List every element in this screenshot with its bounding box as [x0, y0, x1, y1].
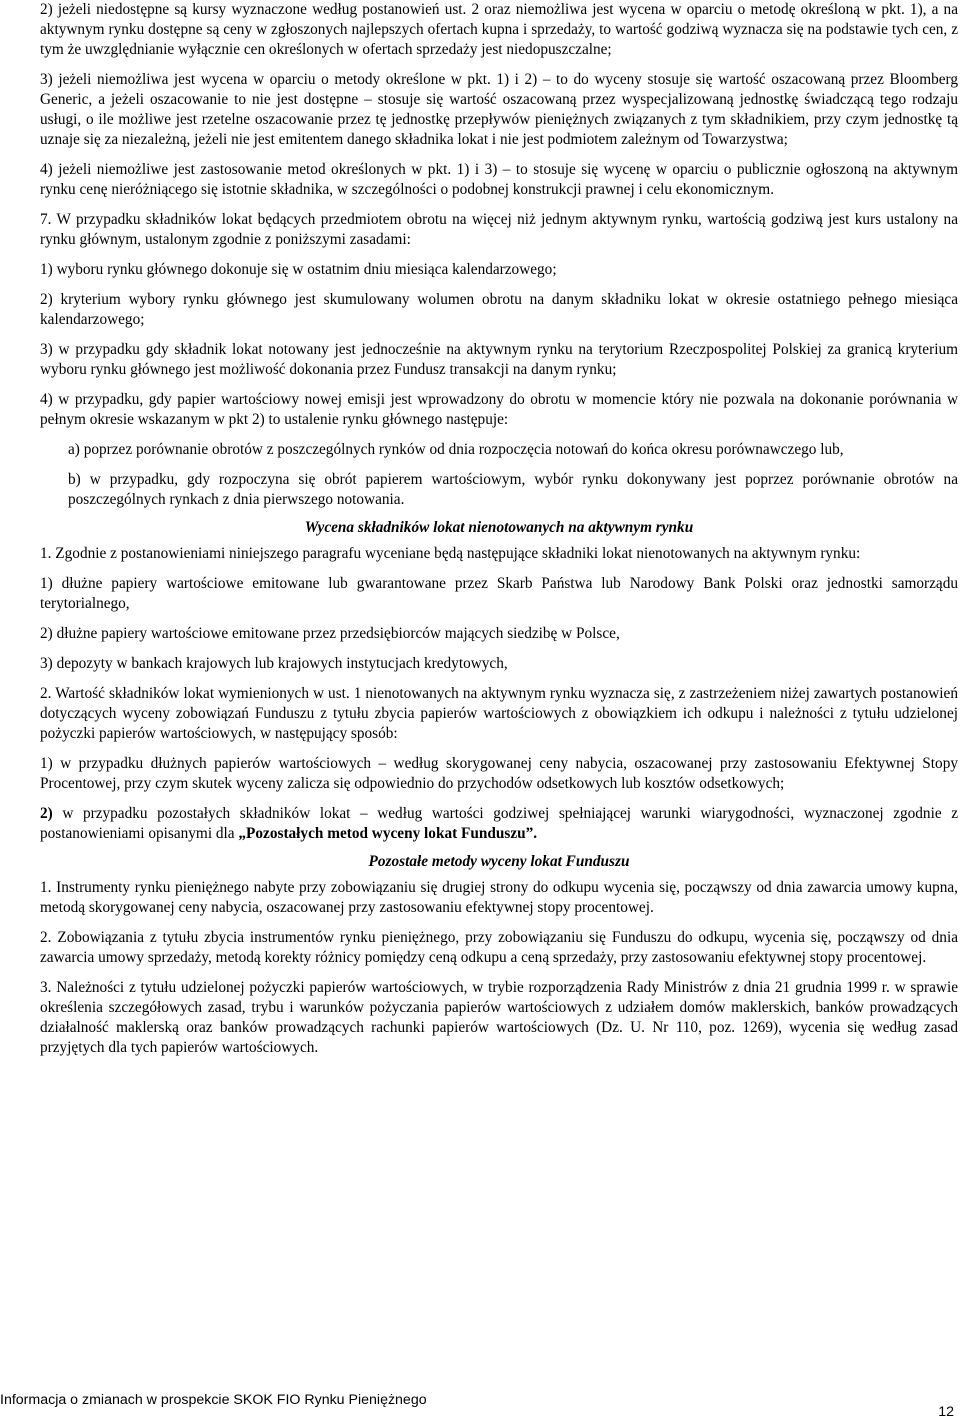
paragraph-rule-1: 1) wyboru rynku głównego dokonuje się w ostatnim dniu miesiąca kalendarzowego;	[40, 261, 557, 278]
paragraph-rule-3: 3) w przypadku gdy składnik lokat notowany jest jednocześnie na aktywnym rynku na terytorium Rzeczpospolitej Polskiej za granicą kryterium wyboru rynku głównego jest możliwość dokonania przez Fundusz transakcji na danym rynku;	[40, 341, 958, 378]
paragraph-item-4: 4) jeżeli niemożliwe jest zastosowanie metod określonych w pkt. 1) i 3) – to stosuje się wycenę w oparciu o publicznie ogłoszoną na aktywnym rynku cenę nieróżniącego się istotnie składnika, w szczególności o podobnej konstrukcji prawnej i celu ekonomicznym.	[40, 161, 958, 198]
paragraph-other-2: 2. Zobowiązania z tytułu zbycia instrumentów rynku pieniężnego, przy zobowiązaniu się Funduszu do odkupu, wycenia się, począwszy od dnia zawarcia umowy sprzedaży, metodą korekty różnicy pomiędzy ceną odkupu a ceną sprzedaży, przy zastosowaniu efektywnej stopy procentowej.	[40, 929, 958, 966]
page-number: 12	[938, 1404, 954, 1420]
paragraph-unlisted-2: 2. Wartość składników lokat wymienionych w ust. 1 nienotowanych na aktywnym rynku wyznacza się, z zastrzeżeniem niżej zawartych postanowień dotyczących wyceny zobowiązań Funduszu z tytułu zbycia papierów wartościowych z obowiązkiem ich odkupu i należności z tytułu udzielonej pożyczki papierów wartościowych, w następujący sposób:	[40, 685, 958, 742]
paragraph-other-1: 1. Instrumenty rynku pieniężnego nabyte przy zobowiązaniu się drugiej strony do odkupu wycenia się, począwszy od dnia zawarcia umowy kupna, metodą skorygowanej ceny nabycia, oszacowanej przy zastosowaniu efektywnej stopy procentowej.	[40, 879, 958, 916]
paragraph-sub-a: a) poprzez porównanie obrotów z poszczególnych rynków od dnia rozpoczęcia notowań do końca okresu porównawczego lub,	[68, 441, 844, 458]
paragraph-sub-b: b) w przypadku, gdy rozpoczyna się obrót papierem wartościowym, wybór rynku dokonywany jest poprzez porównanie obrotów na poszczególnych rynkach z dnia pierwszego notowania.	[68, 471, 958, 508]
paragraph-unlisted-1-3: 3) depozyty w bankach krajowych lub krajowych instytucjach kredytowych,	[40, 655, 508, 672]
footer-text: Informacja o zmianach w prospekcie SKOK FIO Rynku Pieniężnego	[0, 1392, 427, 1408]
paragraph-other-3: 3. Należności z tytułu udzielonej pożyczki papierów wartościowych, w trybie rozporządzenia Rady Ministrów z dnia 21 grudnia 1999 r. w sprawie określenia szczegółowych zasad, trybu i warunków pożyczania papierów wartościowych z udziałem domów maklerskich, banków prowadzących działalność maklerską oraz banków prowadzących rachunki papierów wartościowych (Dz. U. Nr 110, poz. 1269), wycenia się według zasad przyjętych dla tych papierów wartościowych.	[40, 979, 958, 1056]
paragraph-rule-4: 4) w przypadku, gdy papier wartościowy nowej emisji jest wprowadzony do obrotu w momencie który nie pozwala na dokonanie porównania w pełnym okresie wskazanym w pkt 2) to ustalenie rynku głównego następuje:	[40, 391, 958, 428]
paragraph-rule-2: 2) kryterium wybory rynku głównego jest skumulowany wolumen obrotu na danym składniku lokat w okresie ostatniego pełnego miesiąca kalendarzowego;	[40, 291, 958, 328]
document-page	[40, 0, 958, 1058]
paragraph-unlisted-1-2: 2) dłużne papiery wartościowe emitowane przez przedsiębiorców mających siedzibę w Polsce,	[40, 625, 620, 642]
paragraph-unlisted-1-1: 1) dłużne papiery wartościowe emitowane lub gwarantowane przez Skarb Państwa lub Narodowy Bank Polski oraz jednostki samorządu terytorialnego,	[40, 575, 958, 612]
paragraph-unlisted-2-2	[40, 804, 958, 844]
section-heading-unlisted: Wycena składników lokat nienotowanych na aktywnym rynku	[304, 519, 694, 536]
paragraph-item-2-continuation: 2) jeżeli niedostępne są kursy wyznaczone według postanowień ust. 2 oraz niemożliwa jest wycena w oparciu o metodę określoną w pkt. 1), a na aktywnym rynku dostępne są ceny w zgłoszonych najlepszych ofertach kupna i sprzedaży, to wartość godziwą wyznacza się na podstawie tych cen, z tym że uwzględnianie wyłącznie cen określonych w ofertach sprzedaży jest niedopuszczalne;	[40, 1, 958, 58]
section-heading-other-methods: Pozostałe metody wyceny lokat Funduszu	[368, 853, 630, 870]
paragraph-item-3: 3) jeżeli niemożliwa jest wycena w oparciu o metody określone w pkt. 1) i 2) – to do wyceny stosuje się wartość oszacowaną przez Bloomberg Generic, a jeżeli oszacowanie to nie jest dostępne – stosuje się wartość oszacowaną przez wyspecjalizowaną jednostkę świadczącą tego rodzaju usługi, o ile możliwe jest rzetelne oszacowanie przez tę jednostkę przepływów pieniężnych związanych z tym składnikiem, przy czym jednostkę tą uznaje się za niezależną, jeżeli nie jest emitentem danego składnika lokat i nie jest podmiotem zależnym od Towarzystwa;	[40, 71, 958, 148]
item-text: w przypadku pozostałych składników lokat – według wartości godziwej spełniającej warunki wiarygodności, wyznaczonej zgodnie z postanowieniami opisanymi dla	[40, 805, 958, 842]
item-number: 2)	[40, 805, 53, 822]
bold-reference: „Pozostałych metod wyceny lokat Funduszu”.	[238, 825, 538, 842]
paragraph-unlisted-1: 1. Zgodnie z postanowieniami niniejszego paragrafu wyceniane będą następujące składniki lokat nienotowanych na aktywnym rynku:	[40, 545, 861, 562]
paragraph-unlisted-2-1: 1) w przypadku dłużnych papierów wartościowych – według skorygowanej ceny nabycia, oszacowanej przy zastosowaniu Efektywnej Stopy Procentowej, przy czym skutek wyceny zalicza się odpowiednio do przychodów odsetkowych lub kosztów odsetkowych;	[40, 755, 958, 792]
paragraph-section-7: 7. W przypadku składników lokat będących przedmiotem obrotu na więcej niż jednym aktywnym rynku, wartością godziwą jest kurs ustalony na rynku głównym, ustalonym zgodnie z poniższymi zasadami:	[40, 211, 958, 248]
